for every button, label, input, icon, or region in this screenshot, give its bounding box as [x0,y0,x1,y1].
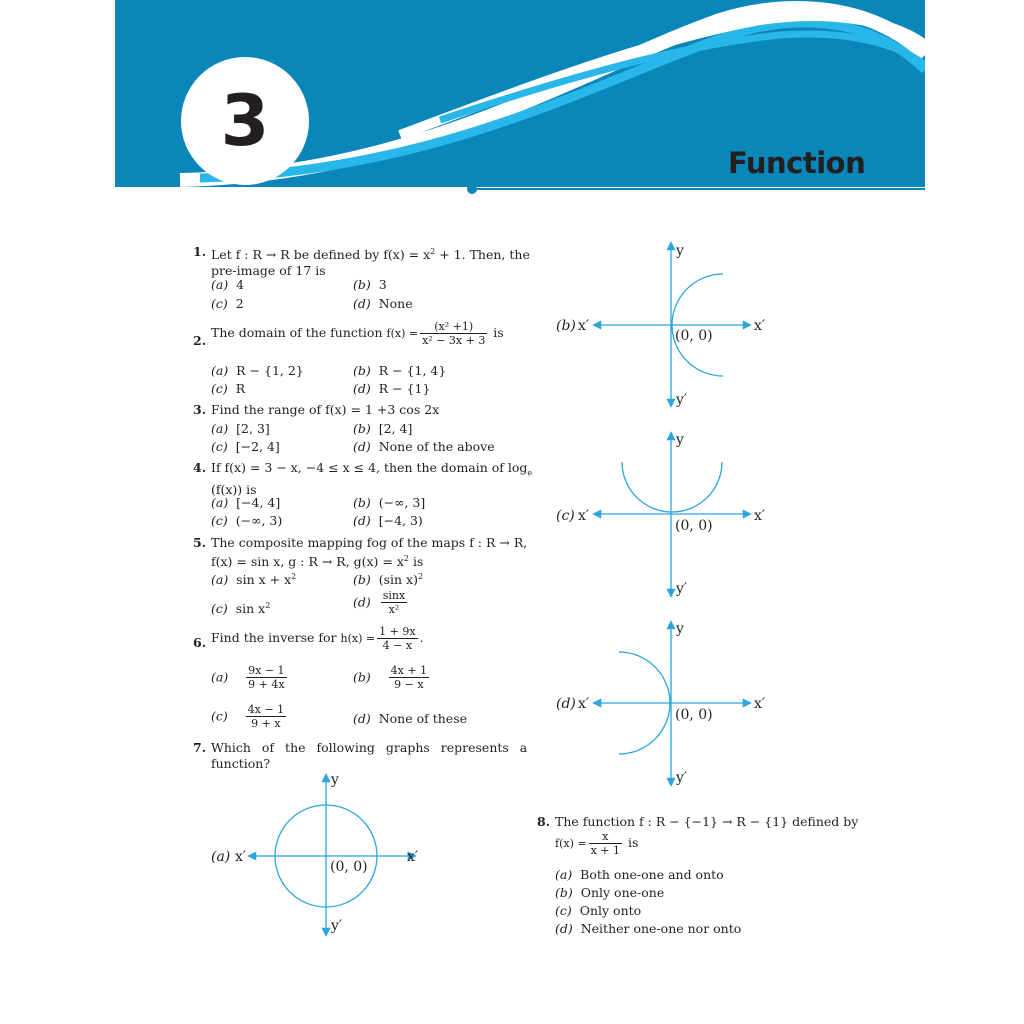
option-6d[interactable]: (d) None of these [353,711,468,726]
option-5d[interactable]: (d) $\frac{\sin x}{\text{x²}}$ [353,589,406,616]
option-6a[interactable]: (a) $\frac{9x - 1}{9 + 4x}$ [211,664,285,691]
graph-d[interactable] [550,617,780,792]
chapter-banner [0,0,1024,200]
option-4a[interactable]: (a) [−4, 4] [211,495,281,510]
option-8b[interactable]: (b) Only one-one [555,885,665,900]
option-8d[interactable]: (d) Neither one-one nor onto [555,921,742,936]
x-right-label: x′ [407,849,419,865]
y-top-label: y [676,621,684,637]
graph-label: (d) [556,696,576,712]
x-left-label: x′ [235,849,247,865]
option-5a[interactable]: (a) $\sin x + x^2$ [211,572,297,588]
option-1b[interactable]: (b) 3 [353,277,387,292]
question-8 [537,814,859,857]
y-bottom-label: y′ [331,918,343,934]
option-2a[interactable]: (a) R − {1, 2} [211,363,304,378]
question-text: Which of the following graphs represents a function? [211,740,528,771]
question-5 [193,535,528,570]
question-text: If f(x) = 3 − x, −4 ≤ x ≤ 4, then the domain of $\log_e$ (f(x)) is [211,460,533,497]
graph-c[interactable] [550,428,780,603]
graph-label: (b) [556,318,576,334]
question-number: 7. [193,740,207,755]
option-2c[interactable]: (c) R [211,381,246,396]
x-left-label: x′ [578,508,590,524]
curve-upper-cup [622,462,722,512]
y-bottom-label: y′ [676,392,688,408]
question-number: 3. [193,402,207,417]
question-number: 6. [193,635,207,650]
x-right-label: x′ [754,696,766,712]
question-text: The domain of the function f(x) = $\frac{\text{(x² +1)}}{\text{x² − 3x + 3}}$ is [211,320,504,347]
question-text: Find the inverse for h(x) = $\frac{1 + 9x}{4 - x}$ . [211,625,424,652]
option-3a[interactable]: (a) [2, 3] [211,421,270,436]
question-number: 4. [193,460,207,475]
option-3d[interactable]: (d) None of the above [353,439,495,454]
option-1c[interactable]: (c) 2 [211,296,244,311]
question-3 [193,402,513,418]
question-1 [193,244,530,279]
option-1d[interactable]: (d) None [353,296,413,311]
graph-label: (c) [556,508,575,524]
question-number: 8. [537,814,551,829]
x-left-label: x′ [578,696,590,712]
x-right-label: x′ [754,508,766,524]
question-7 [193,740,528,771]
option-4d[interactable]: (d) [−4, 3) [353,513,423,528]
x-right-label: x′ [754,318,766,334]
question-text: The function f : R − {−1} → R − {1} defined by f(x) = $\frac{x}{x + 1}$ is [555,814,859,857]
question-4 [193,460,533,497]
y-bottom-label: y′ [676,581,688,597]
chapter-title: Function [728,146,866,180]
chapter-number: 3 [220,80,270,162]
option-6c[interactable]: (c) $\frac{4x - 1}{9 + x}$ [211,703,285,730]
option-5c[interactable]: (c) $\sin x^2$ [211,601,271,617]
graph-a[interactable] [205,770,435,940]
question-number: 1. [193,244,207,259]
option-3c[interactable]: (c) [−2, 4] [211,439,280,454]
graph-label: (a) [211,849,231,865]
option-2d[interactable]: (d) R − {1} [353,381,431,396]
y-top-label: y [331,772,339,788]
x-left-label: x′ [578,318,590,334]
y-bottom-label: y′ [676,770,688,786]
option-6b[interactable]: (b) $\frac{4x + 1}{9 - x}$ [353,664,428,691]
option-4c[interactable]: (c) (−∞, 3) [211,513,283,528]
question-text: The composite mapping fog of the maps f : R → R, f(x) = sin x, g : R → R, $g(x) = x^2$ is [211,535,528,570]
option-1a[interactable]: (a) 4 [211,277,245,292]
question-text: Let f : R → R be defined by $f(x) = x^2 + 1$. Then, the pre-image of 17 is [211,247,530,279]
question-number: 5. [193,535,207,550]
origin-label: (0, 0) [330,859,368,875]
origin-label: (0, 0) [675,707,713,723]
option-8c[interactable]: (c) Only onto [555,903,642,918]
y-top-label: y [676,432,684,448]
option-4b[interactable]: (b) (−∞, 3] [353,495,426,510]
option-3b[interactable]: (b) [2, 4] [353,421,413,436]
origin-label: (0, 0) [675,518,713,534]
question-number: 2. [193,333,207,348]
option-8a[interactable]: (a) Both one-one and onto [555,867,724,882]
question-text: Find the range of f(x) = 1 +3 cos 2x [211,402,440,417]
graph-b[interactable] [550,238,780,413]
option-2b[interactable]: (b) R − {1, 4} [353,363,447,378]
y-top-label: y [676,243,684,259]
origin-label: (0, 0) [675,328,713,344]
option-5b[interactable]: (b) (sin x)$^2$ [353,572,424,588]
